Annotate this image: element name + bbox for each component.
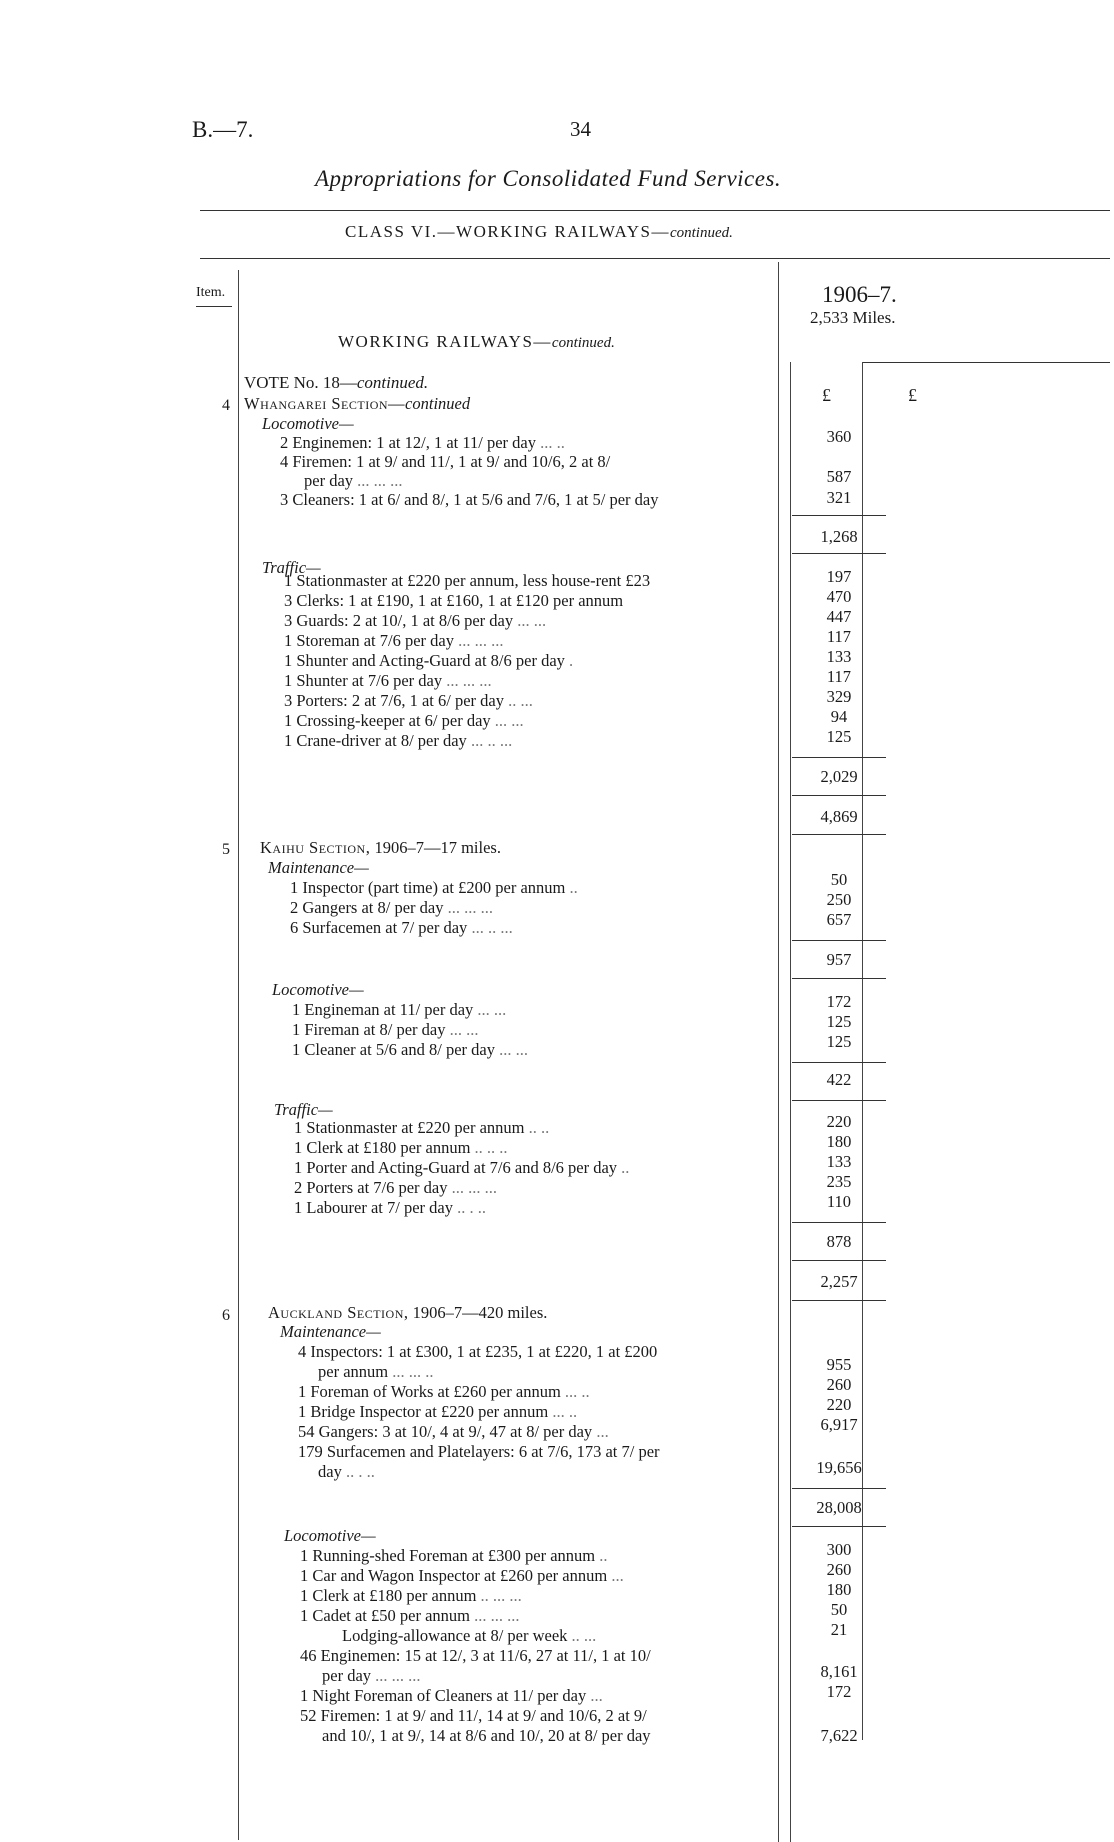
auckland-maint-amount-1: 955 xyxy=(826,1355,852,1374)
whangarei-traffic-line-9: 1 Crane-driver at 8/ per day ... .. ... xyxy=(284,731,513,750)
kaihu-maint-line-2: 2 Gangers at 8/ per day ... ... ... xyxy=(290,898,493,917)
whangarei-loco-line-4: 3 Cleaners: 1 at 6/ and 8/, 1 at 5/6 and 7/6, 1 at 5/ per day xyxy=(280,490,659,509)
vote-heading: VOTE No. 18—continued. xyxy=(244,373,429,392)
auckland-maint-amount-5: 19,656 xyxy=(816,1458,862,1477)
kaihu-traffic-total-rule xyxy=(792,1222,886,1223)
whangarei-traffic-amount-3: 447 xyxy=(826,607,852,626)
whangarei-loco-line-1: 2 Enginemen: 1 at 12/, 1 at 11/ per day ... .. xyxy=(280,433,565,452)
pound-symbol-col1: £ xyxy=(822,385,831,405)
auckland-maint-line-1: 4 Inspectors: 1 at £300, 1 at £235, 1 at £220, 1 at £200 xyxy=(298,1342,658,1361)
auckland-loco-amount-4: 50 xyxy=(830,1600,848,1619)
title-rule xyxy=(200,210,1110,211)
item-column-rule xyxy=(238,270,239,1840)
auckland-maint-amount-2: 260 xyxy=(826,1375,852,1394)
auckland-maint-line-2: per annum ... ... .. xyxy=(318,1362,434,1381)
kaihu-maint-amount-3: 657 xyxy=(826,910,852,929)
auckland-locomotive-label: Locomotive— xyxy=(284,1526,376,1545)
whangarei-traffic-total-rule xyxy=(792,757,886,758)
whangarei-traffic-line-3: 3 Guards: 2 at 10/, 1 at 8/6 per day ... ... xyxy=(284,611,547,630)
auckland-loco-line-2: 1 Car and Wagon Inspector at £260 per annum ... xyxy=(300,1566,624,1585)
auckland-maint-amount-4: 6,917 xyxy=(820,1415,858,1434)
auckland-loco-amount-5: 21 xyxy=(830,1620,848,1639)
kaihu-traffic-amount-2: 180 xyxy=(826,1132,852,1151)
kaihu-traffic-total-rule-bottom xyxy=(792,1260,886,1261)
auckland-maint-total-rule-bottom xyxy=(792,1526,886,1527)
auckland-maint-line-7: day .. . .. xyxy=(318,1462,375,1481)
whangarei-traffic-amount-4: 117 xyxy=(826,627,852,646)
whangarei-loco-total: 1,268 xyxy=(820,527,858,546)
whangarei-traffic-line-7: 3 Porters: 2 at 7/6, 1 at 6/ per day .. ... xyxy=(284,691,533,710)
kaihu-maint-total-rule-bottom xyxy=(792,978,886,979)
kaihu-loco-line-3: 1 Cleaner at 5/6 and 8/ per day ... ... xyxy=(292,1040,528,1059)
auckland-loco-line-4: 1 Cadet at £50 per annum ... ... ... xyxy=(300,1606,520,1625)
whangarei-loco-amount-2: 587 xyxy=(826,467,852,486)
whangarei-traffic-amount-1: 197 xyxy=(826,567,852,586)
whangarei-loco-total-rule-bottom xyxy=(792,553,886,554)
sub-heading: WORKING RAILWAYS—continued. xyxy=(338,332,615,351)
auckland-loco-amount-1: 300 xyxy=(826,1540,852,1559)
auckland-loco-line-3: 1 Clerk at £180 per annum .. ... ... xyxy=(300,1586,522,1605)
item-number-4: 4 xyxy=(222,397,230,414)
page-title: Appropriations for Consolidated Fund Services. xyxy=(315,166,782,191)
kaihu-loco-amount-3: 125 xyxy=(826,1032,852,1051)
kaihu-loco-amount-1: 172 xyxy=(826,992,852,1011)
kaihu-loco-total-rule xyxy=(792,1062,886,1063)
item-number-6: 6 xyxy=(222,1307,230,1324)
kaihu-loco-line-1: 1 Engineman at 11/ per day ... ... xyxy=(292,1000,507,1019)
whangarei-traffic-amount-2: 470 xyxy=(826,587,852,606)
whangarei-locomotive-label: Locomotive— xyxy=(262,414,354,433)
kaihu-traffic-amount-1: 220 xyxy=(826,1112,852,1131)
auckland-loco-line-6: 46 Enginemen: 15 at 12/, 3 at 11/6, 27 at 11/, 1 at 10/ xyxy=(300,1646,651,1665)
kaihu-traffic-line-1: 1 Stationmaster at £220 per annum .. .. xyxy=(294,1118,550,1137)
whangarei-traffic-amount-7: 329 xyxy=(826,687,852,706)
kaihu-maint-line-3: 6 Surfacemen at 7/ per day ... .. ... xyxy=(290,918,513,937)
whangarei-section-total: 4,869 xyxy=(820,807,858,826)
whangarei-traffic-amount-6: 117 xyxy=(826,667,852,686)
whangarei-traffic-amount-5: 133 xyxy=(826,647,852,666)
whangarei-section-total-rule xyxy=(792,834,886,835)
kaihu-loco-amount-2: 125 xyxy=(826,1012,852,1031)
auckland-loco-line-5: Lodging-allowance at 8/ per week .. ... xyxy=(342,1626,597,1645)
item-number-5: 5 xyxy=(222,841,230,858)
auckland-loco-amount-2: 260 xyxy=(826,1560,852,1579)
document-code: B.—7. xyxy=(192,117,254,142)
whangarei-loco-line-3: per day ... ... ... xyxy=(304,471,403,490)
kaihu-maintenance-label: Maintenance— xyxy=(268,858,369,877)
kaihu-traffic-amount-3: 133 xyxy=(826,1152,852,1171)
item-column-header: Item. xyxy=(196,285,226,300)
whangarei-traffic-line-5: 1 Shunter and Acting-Guard at 8/6 per day . xyxy=(284,651,574,670)
auckland-heading: Auckland Section, 1906–7—420 miles. xyxy=(268,1303,548,1322)
whangarei-loco-total-rule xyxy=(792,515,886,516)
kaihu-traffic-label: Traffic— xyxy=(274,1100,333,1119)
amount-column-rule-inner xyxy=(790,362,791,1842)
auckland-maint-total: 28,008 xyxy=(816,1498,862,1517)
whangarei-heading: Whangarei Section—continued xyxy=(244,394,471,413)
whangarei-traffic-total: 2,029 xyxy=(820,767,858,786)
miles-header: 2,533 Miles. xyxy=(810,308,896,327)
year-header-rule xyxy=(862,362,1110,363)
auckland-maintenance-label: Maintenance— xyxy=(280,1322,381,1341)
page-number: 34 xyxy=(570,117,591,141)
whangarei-traffic-amount-9: 125 xyxy=(826,727,852,746)
auckland-loco-line-9: 52 Firemen: 1 at 9/ and 11/, 14 at 9/ and 10/6, 2 at 9/ xyxy=(300,1706,647,1725)
auckland-loco-amount-7: 172 xyxy=(826,1682,852,1701)
kaihu-loco-line-2: 1 Fireman at 8/ per day ... ... xyxy=(292,1020,479,1039)
whangarei-traffic-label: Traffic— xyxy=(262,558,321,577)
auckland-maint-line-5: 54 Gangers: 3 at 10/, 4 at 9/, 47 at 8/ per day ... xyxy=(298,1422,609,1441)
auckland-maint-line-4: 1 Bridge Inspector at £220 per annum ... .. xyxy=(298,1402,578,1421)
kaihu-traffic-total: 878 xyxy=(826,1232,852,1251)
kaihu-traffic-amount-5: 110 xyxy=(826,1192,852,1211)
auckland-loco-amount-8: 7,622 xyxy=(820,1726,858,1745)
auckland-loco-line-10: and 10/, 1 at 9/, 14 at 8/6 and 10/, 20 at 8/ per day xyxy=(322,1726,651,1745)
kaihu-maint-line-1: 1 Inspector (part time) at £200 per annum .. xyxy=(290,878,578,897)
kaihu-section-total: 2,257 xyxy=(820,1272,858,1291)
year-header: 1906–7. xyxy=(822,282,897,307)
kaihu-loco-total-rule-bottom xyxy=(792,1100,886,1101)
kaihu-loco-total: 422 xyxy=(826,1070,852,1089)
whangarei-traffic-line-8: 1 Crossing-keeper at 6/ per day ... ... xyxy=(284,711,524,730)
kaihu-maint-total: 957 xyxy=(826,950,852,969)
whangarei-traffic-line-6: 1 Shunter at 7/6 per day ... ... ... xyxy=(284,671,492,690)
kaihu-maint-amount-2: 250 xyxy=(826,890,852,909)
class-rule xyxy=(200,258,1110,259)
kaihu-traffic-amount-4: 235 xyxy=(826,1172,852,1191)
auckland-loco-line-8: 1 Night Foreman of Cleaners at 11/ per day ... xyxy=(300,1686,603,1705)
whangarei-traffic-line-2: 3 Clerks: 1 at £190, 1 at £160, 1 at £120 per annum xyxy=(284,591,624,610)
auckland-maint-total-rule xyxy=(792,1488,886,1489)
whangarei-traffic-amount-8: 94 xyxy=(830,707,848,726)
whangarei-loco-amount-3: 321 xyxy=(826,488,852,507)
whangarei-traffic-line-4: 1 Storeman at 7/6 per day ... ... ... xyxy=(284,631,504,650)
auckland-loco-amount-3: 180 xyxy=(826,1580,852,1599)
kaihu-traffic-line-5: 1 Labourer at 7/ per day .. . .. xyxy=(294,1198,486,1217)
whangarei-traffic-line-1: 1 Stationmaster at £220 per annum, less house-rent £23 xyxy=(284,571,651,590)
kaihu-traffic-line-4: 2 Porters at 7/6 per day ... ... ... xyxy=(294,1178,498,1197)
kaihu-locomotive-label: Locomotive— xyxy=(272,980,364,999)
kaihu-section-total-rule xyxy=(792,1300,886,1301)
amount-column-rule-left xyxy=(778,262,779,1842)
auckland-maint-line-3: 1 Foreman of Works at £260 per annum ... .. xyxy=(298,1382,590,1401)
auckland-maint-amount-3: 220 xyxy=(826,1395,852,1414)
item-header-rule xyxy=(196,306,232,307)
auckland-maint-line-6: 179 Surfacemen and Platelayers: 6 at 7/6, 173 at 7/ per xyxy=(298,1442,660,1461)
kaihu-maint-total-rule xyxy=(792,940,886,941)
auckland-loco-amount-6: 8,161 xyxy=(820,1662,858,1681)
auckland-loco-line-7: per day ... ... ... xyxy=(322,1666,421,1685)
kaihu-traffic-line-2: 1 Clerk at £180 per annum .. .. .. xyxy=(294,1138,508,1157)
auckland-loco-line-1: 1 Running-shed Foreman at £300 per annum .. xyxy=(300,1546,608,1565)
kaihu-heading: Kaihu Section, 1906–7—17 miles. xyxy=(260,838,501,857)
whangarei-loco-amount-1: 360 xyxy=(826,427,852,446)
pound-symbol-col2: £ xyxy=(908,385,917,405)
kaihu-traffic-line-3: 1 Porter and Acting-Guard at 7/6 and 8/6 per day .. xyxy=(294,1158,630,1177)
whangarei-traffic-total-rule-bottom xyxy=(792,795,886,796)
kaihu-maint-amount-1: 50 xyxy=(830,870,848,889)
class-heading: CLASS VI.—WORKING RAILWAYS—continued. xyxy=(345,222,733,241)
whangarei-loco-line-2: 4 Firemen: 1 at 9/ and 11/, 1 at 9/ and 10/6, 2 at 8/ xyxy=(280,452,611,471)
